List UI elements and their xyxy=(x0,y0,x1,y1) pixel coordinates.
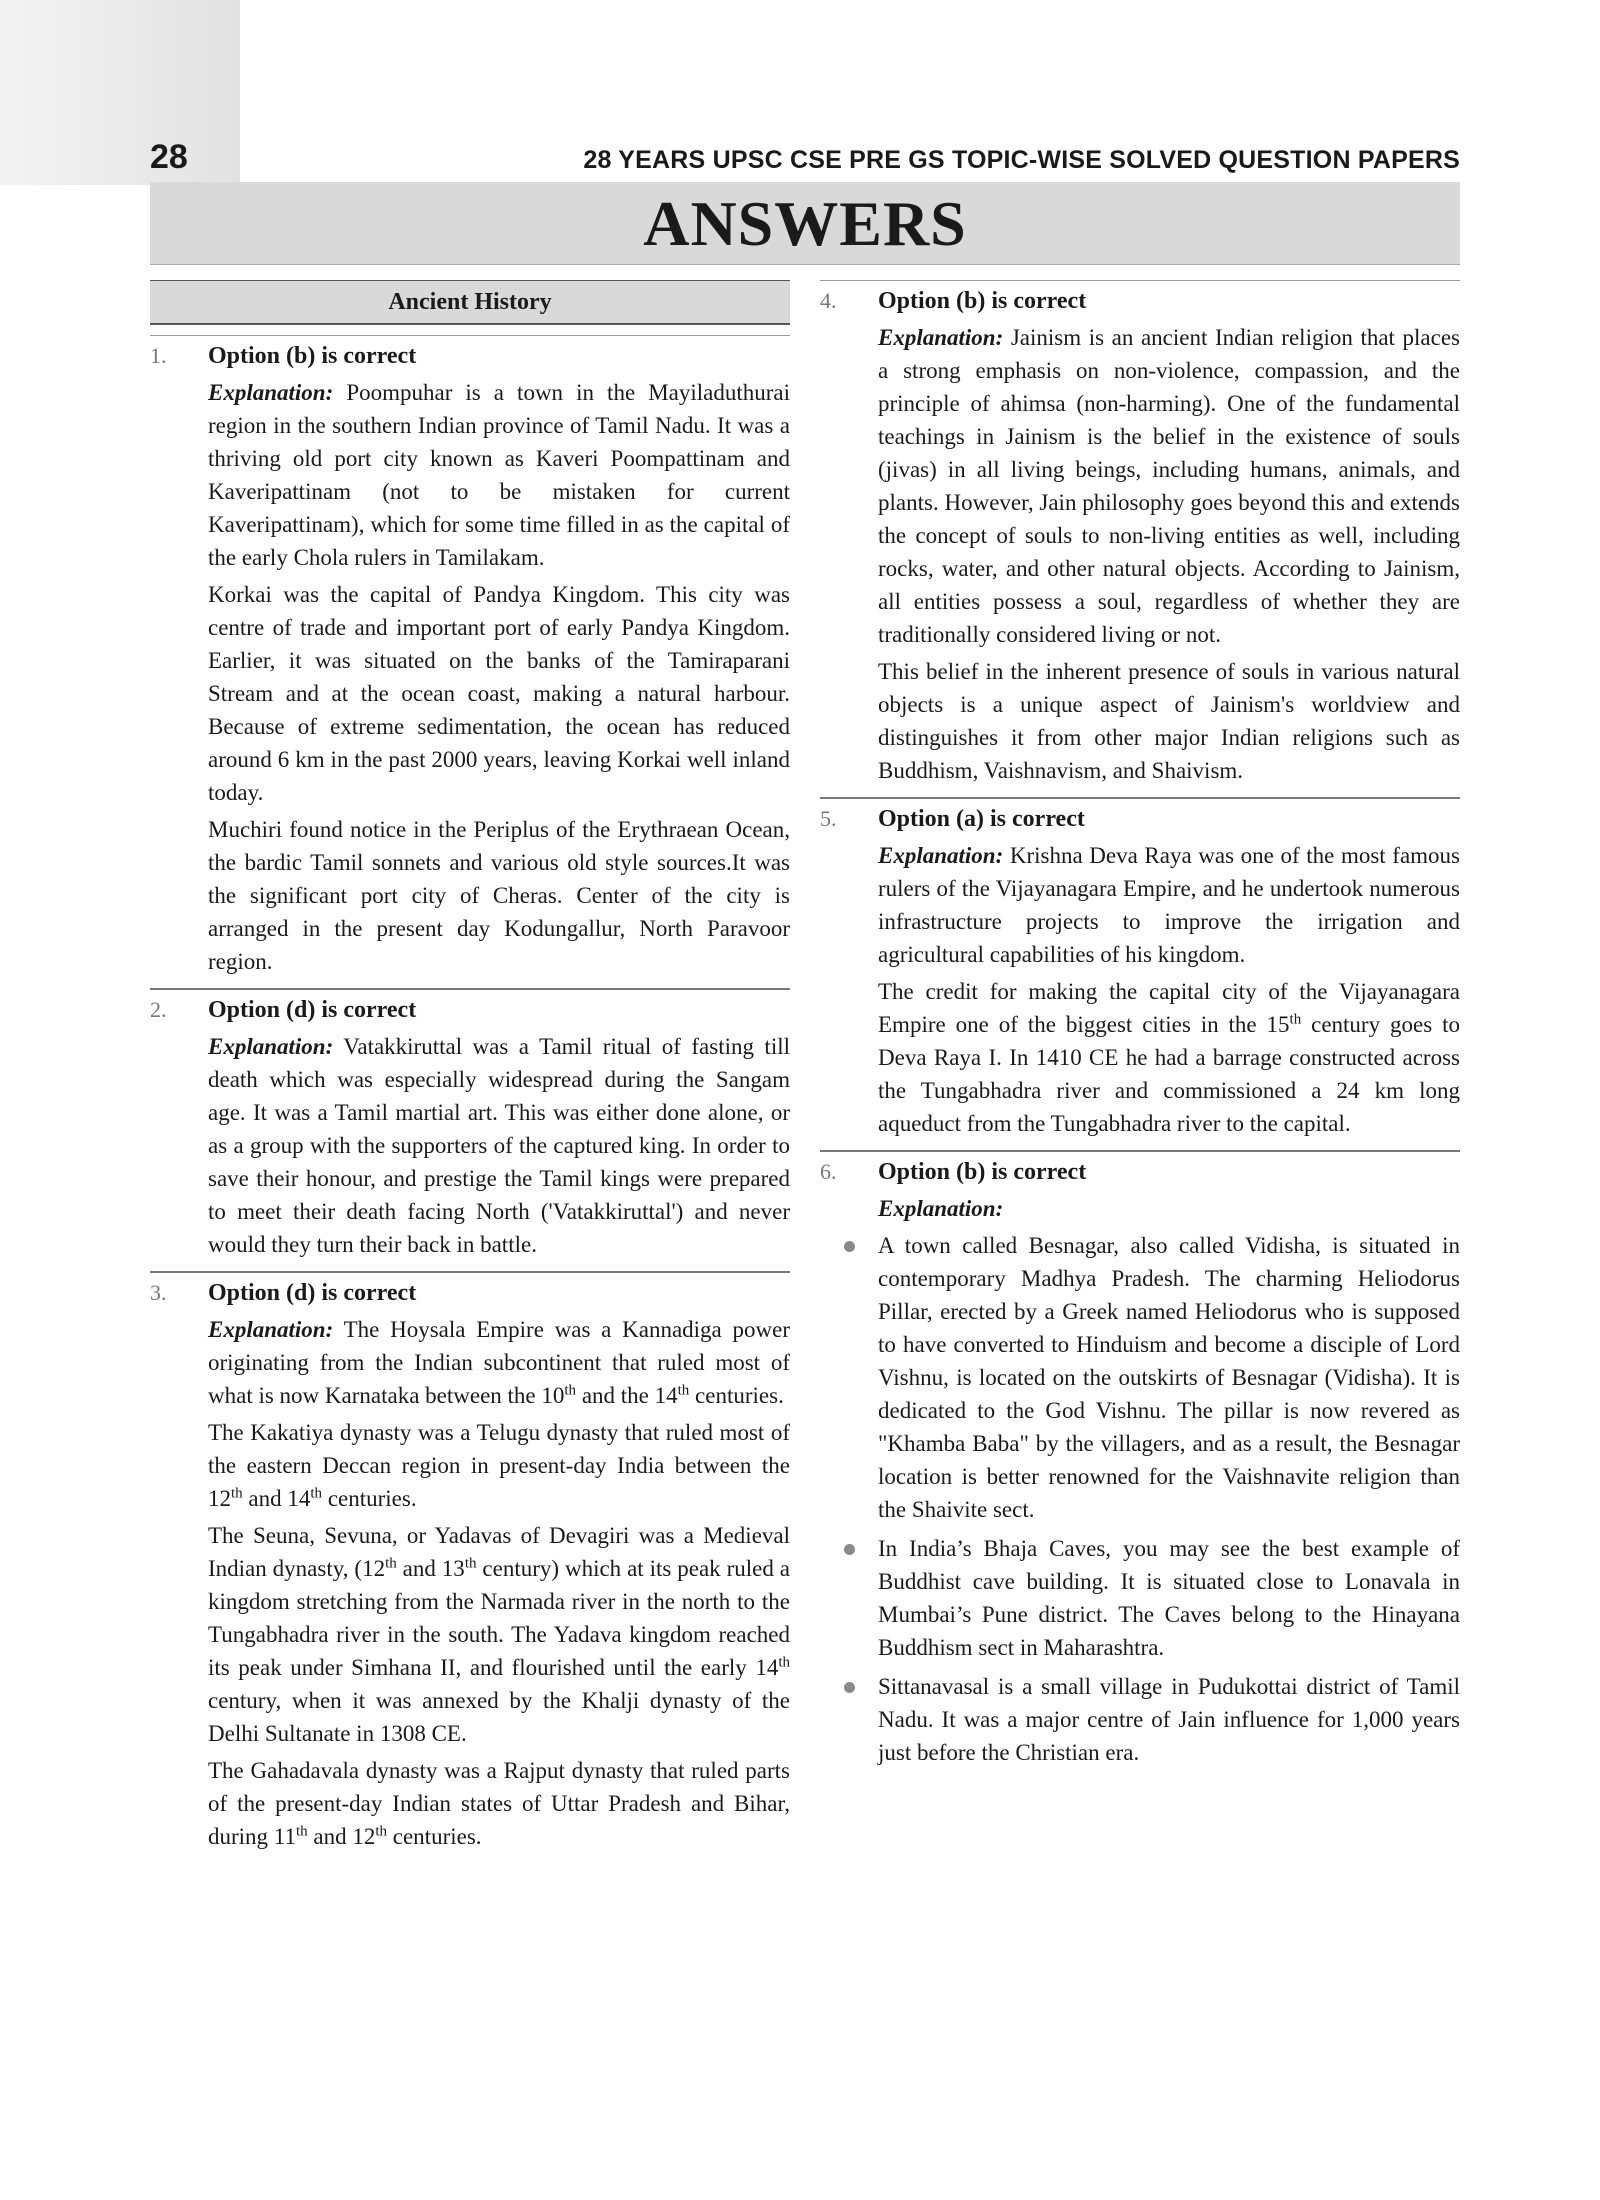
explanation-paragraph: Explanation: Krishna Deva Raya was one of the most famous rulers of the Vijayanagara Empire, and he undertook numerous infrastructure projects to improve the irrigation and agricultural capabilities of his kingdom. xyxy=(878,843,1460,967)
answer-item-5 xyxy=(820,797,1460,1140)
explanation-label: Explanation: xyxy=(878,843,1004,868)
page-title: ANSWERS xyxy=(643,188,967,259)
explanation-paragraph: Explanation: Vatakkiruttal was a Tamil ritual of fasting till death which was especially widespread during the Sangam age. It was a Tamil martial art. This was either done alone, or as a group with the supporters of the captured king. In order to save their honour, and prestige the Tamil kings were prepared to meet their death facing North ('Vatakkiruttal') and never would they turn their back in battle. xyxy=(208,1034,790,1257)
question-number: 2. xyxy=(150,997,167,1022)
bullet-icon xyxy=(820,1532,878,1555)
paragraph: The Kakatiya dynasty was a Telugu dynasty that ruled most of the eastern Deccan region in present-day India between the 12th and 14th centuries. xyxy=(208,1420,790,1511)
question-number: 5. xyxy=(820,806,837,831)
explanation-label: Explanation: xyxy=(208,1034,334,1059)
answer-item-1 xyxy=(150,335,790,978)
explanation-paragraph: Explanation: Jainism is an ancient Indian religion that places a strong emphasis on non-violence, compassion, and the principle of ahimsa (non-harming). One of the fundamental teachings in Jainism is the belief in the existence of souls (jivas) in all living beings, including humans, animals, and plants. However, Jain philosophy goes beyond this and extends the concept of souls to non-living entities as well, including rocks, water, and other natural objects. According to Jainism, all entities possess a soul, regardless of whether they are traditionally considered living or not. xyxy=(878,325,1460,647)
paragraph: Korkai was the capital of Pandya Kingdom. This city was centre of trade and important port of early Pandya Kingdom. Earlier, it was situated on the banks of the Tamiraparani Stream and at the ocean coast, making a natural harbour. Because of extreme sedimentation, the ocean has reduced around 6 km in the past 2000 years, leaving Korkai well inland today. xyxy=(208,582,790,805)
bullet-icon xyxy=(820,1670,878,1693)
section-heading: Ancient History xyxy=(150,280,790,325)
answer-item-2 xyxy=(150,988,790,1261)
question-number: 6. xyxy=(820,1159,837,1184)
explanation-paragraph: Explanation: Poompuhar is a town in the Mayiladuthurai region in the southern Indian province of Tamil Nadu. It was a thriving old port city known as Kaveri Poompattinam and Kaveripattinam (not to be mistaken for current Kaveripattinam), which for some time filled in as the capital of the early Chola rulers in Tamilakam. xyxy=(208,380,790,570)
corner-shade xyxy=(0,0,240,185)
question-number: 1. xyxy=(150,343,167,368)
title-band xyxy=(150,182,1460,265)
paragraph: The Gahadavala dynasty was a Rajput dynasty that ruled parts of the present-day Indian states of Uttar Pradesh and Bihar, during 11th and 12th centuries. xyxy=(208,1758,790,1849)
explanation-paragraph: Explanation: The Hoysala Empire was a Kannadiga power originating from the Indian subcontinent that ruled most of what is now Karnataka between the 10th and the 14th centuries. xyxy=(208,1317,790,1408)
answer-option: Option (d) is correct xyxy=(208,1280,417,1306)
paragraph: The credit for making the capital city of the Vijayanagara Empire one of the biggest cities in the 15th century goes to Deva Raya I. In 1410 CE he had a barrage constructed across the Tungabhadra river and commissioned a 24 km long aqueduct from the Tungabhadra river to the capital. xyxy=(878,979,1460,1136)
page-number: 28 xyxy=(150,138,188,176)
question-number: 4. xyxy=(820,288,837,313)
explanation-label: Explanation: xyxy=(878,1196,1004,1221)
explanation-label: Explanation: xyxy=(208,1317,334,1342)
explanation-paragraph xyxy=(878,1192,1460,1225)
explanation-label: Explanation: xyxy=(208,380,334,405)
answer-option: Option (b) is correct xyxy=(878,288,1087,314)
left-column xyxy=(150,280,790,1863)
right-column xyxy=(820,280,1460,1779)
answer-option: Option (d) is correct xyxy=(208,997,417,1023)
bullet-icon xyxy=(820,1229,878,1252)
bullet-item: Sittanavasal is a small village in Pudukottai district of Tamil Nadu. It was a major centre of Jain influence for 1,000 years just before the Christian era. xyxy=(878,1670,1460,1769)
answer-option: Option (b) is correct xyxy=(208,343,417,369)
paragraph: Muchiri found notice in the Periplus of the Erythraean Ocean, the bardic Tamil sonnets and various old style sources.It was the significant port city of Cheras. Center of the city is arranged in the present day Kodungallur, North Paravoor region. xyxy=(208,817,790,974)
paragraph: The Seuna, Sevuna, or Yadavas of Devagiri was a Medieval Indian dynasty, (12th and 13th century) which at its peak ruled a kingdom stretching from the Narmada river in the north to the Tungabhadra river in the south. The Yadava kingdom reached its peak under Simhana II, and flourished until the early 14th century, when it was annexed by the Khalji dynasty of the Delhi Sultanate in 1308 CE. xyxy=(208,1523,790,1746)
answer-item-4 xyxy=(820,280,1460,787)
answer-item-3 xyxy=(150,1271,790,1853)
answer-option: Option (a) is correct xyxy=(878,806,1085,832)
explanation-label: Explanation: xyxy=(878,325,1004,350)
answer-item-6 xyxy=(820,1150,1460,1769)
answer-option: Option (b) is correct xyxy=(878,1159,1087,1185)
question-number: 3. xyxy=(150,1280,167,1305)
bullet-item: A town called Besnagar, also called Vidisha, is situated in contemporary Madhya Pradesh. The charming Heliodorus Pillar, erected by a Greek named Heliodorus who is supposed to have converted to Hinduism and become a disciple of Lord Vishnu, is located on the outskirts of Besnagar (Vidisha). It is dedicated to the God Vishnu. The pillar is now revered as "Khamba Baba" by the villagers, and as a result, the Besnagar location is better renowned for the Vaishnavite religion than the Shaivite sect. xyxy=(878,1229,1460,1526)
paragraph: This belief in the inherent presence of souls in various natural objects is a unique aspect of Jainism's worldview and distinguishes it from other major Indian religions such as Buddhism, Vaishnavism, and Shaivism. xyxy=(878,659,1460,783)
bullet-item: In India’s Bhaja Caves, you may see the best example of Buddhist cave building. It is situated close to Lonavala in Mumbai’s Pune district. The Caves belong to the Hinayana Buddhism sect in Maharashtra. xyxy=(878,1532,1460,1664)
running-head: 28 YEARS UPSC CSE PRE GS TOPIC-WISE SOLVED QUESTION PAPERS xyxy=(583,146,1460,174)
